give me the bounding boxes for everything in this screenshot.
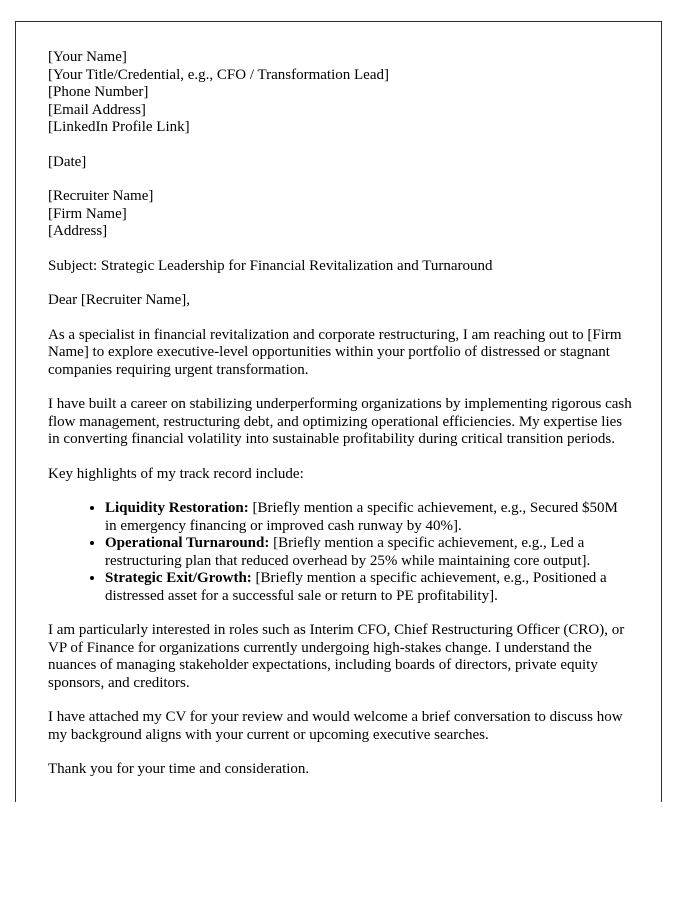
sender-title: [Your Title/Credential, e.g., CFO / Transformation Lead]	[48, 66, 389, 83]
recipient-firm: [Firm Name]	[48, 205, 127, 222]
sender-email: [Email Address]	[48, 101, 146, 118]
sender-block	[48, 49, 633, 137]
list-item-liquidity	[105, 500, 633, 535]
closing-line: Thank you for your time and consideration.	[48, 761, 310, 777]
paragraph-cv: I have attached my CV for your review and would welcome a brief conversation to discuss how my background aligns with your current or upcoming executive searches.	[48, 709, 623, 743]
bullet-text: [Briefly mention a specific achievement, e.g., Positioned a distressed asset for a successful sale or return to PE profitability].	[105, 570, 607, 604]
sender-phone: [Phone Number]	[48, 84, 149, 100]
paragraph-roles: I am particularly interested in roles such as Interim CFO, Chief Restructuring Officer (CRO), or VP of Finance for organizations currently undergoing high-stakes change. I understand the nuances of managing stakeholder expectations, including boards of directors, private equity sponsors, and creditors.	[48, 622, 625, 691]
date-placeholder: [Date]	[48, 153, 87, 170]
salutation: Dear [Recruiter Name],	[48, 292, 191, 308]
paragraph-intro: As a specialist in financial revitalization and corporate restructuring, I am reaching out to [Firm Name] to explore executive-level opportunities within your portfolio of distressed or stagnant companies requiring urgent transformation.	[48, 326, 622, 378]
bullet-label: Liquidity Restoration:	[105, 500, 249, 516]
recipient-address: [Address]	[48, 223, 108, 239]
sender-name: [Your Name]	[48, 49, 127, 65]
sender-linkedin: [LinkedIn Profile Link]	[48, 119, 190, 135]
recipient-block	[48, 188, 633, 241]
highlights-intro: Key highlights of my track record include:	[48, 465, 304, 482]
highlights-list	[48, 500, 633, 605]
bullet-label: Strategic Exit/Growth:	[105, 570, 252, 586]
bullet-text: [Briefly mention a specific achievement, e.g., Led a restructuring plan that reduced overhead by 25% while maintaining core output].	[105, 535, 591, 569]
bullet-text: [Briefly mention a specific achievement, e.g., Secured $50M in emergency financing or improved cash runway by 40%].	[105, 500, 618, 534]
paragraph-career: I have built a career on stabilizing underperforming organizations by implementing rigorous cash flow management, restructuring debt, and optimizing operational efficiencies. My expertise lies in converting financial volatility into sustainable profitability during critical transition periods.	[48, 396, 632, 447]
bullet-label: Operational Turnaround:	[105, 535, 270, 551]
list-item-strategic	[105, 570, 633, 605]
letter-page	[15, 21, 662, 802]
date-block	[48, 154, 633, 172]
recipient-name: [Recruiter Name]	[48, 188, 154, 204]
subject-line: Subject: Strategic Leadership for Financial Revitalization and Turnaround	[48, 257, 493, 274]
list-item-operational	[105, 535, 633, 570]
